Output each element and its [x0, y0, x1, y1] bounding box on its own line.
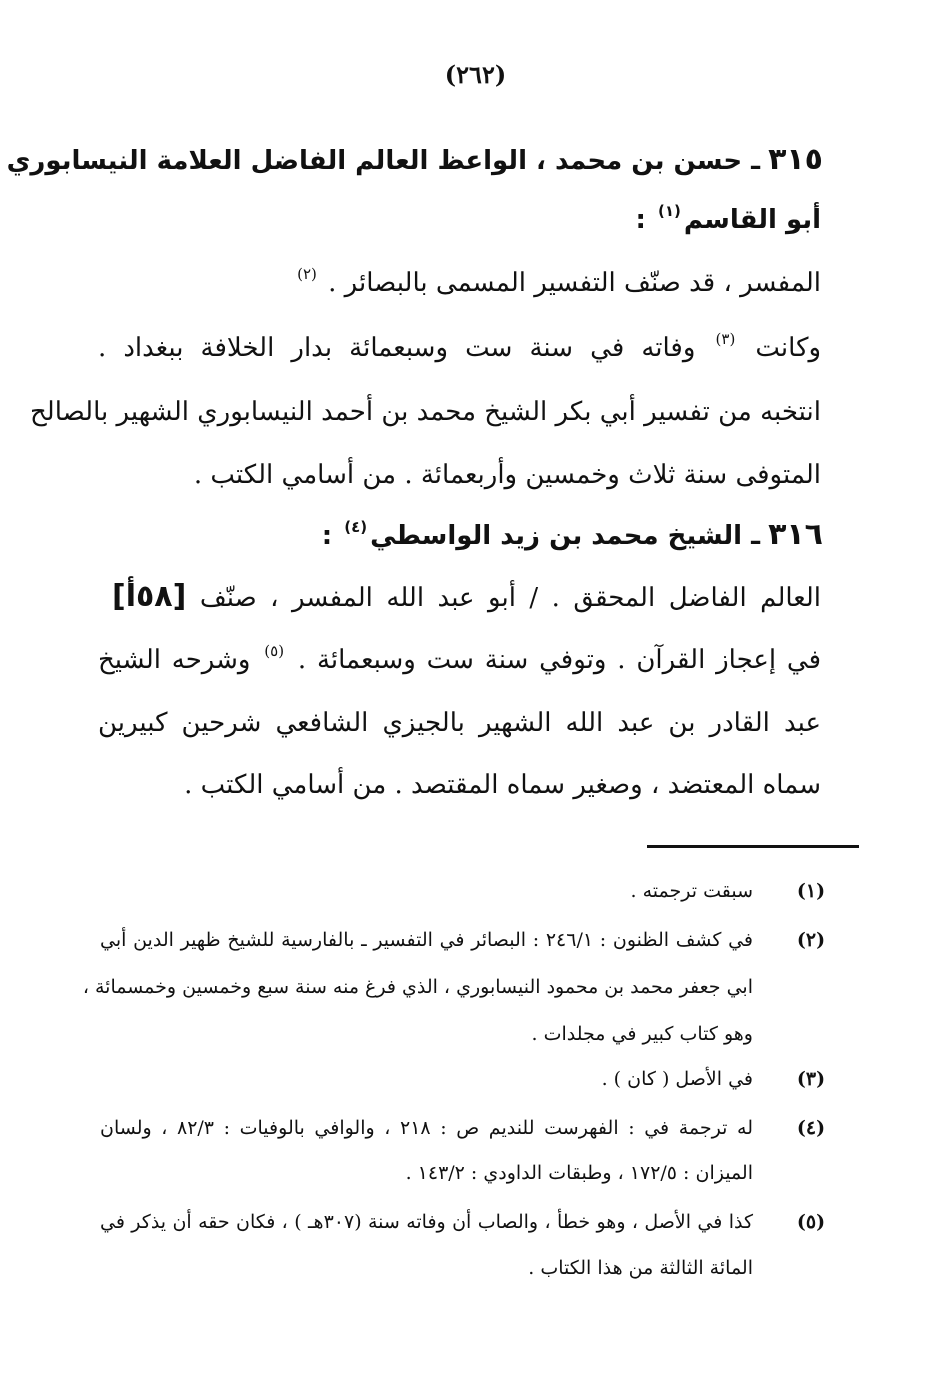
- footnote-2: [100, 925, 831, 955]
- folio-marker: [٥٨أ]: [112, 579, 187, 614]
- footnote-ref: (٥): [264, 642, 285, 660]
- heading-colon: :: [635, 205, 646, 235]
- entry-dash: ـ: [751, 146, 761, 176]
- entry-315-heading: [6, 140, 823, 181]
- footnote-text: كذا في الأصل ، وهو خطأ ، والصاب أن وفاته سنة (٣٠٧هـ ) ، فكان حقه أن يذكر في: [100, 1211, 753, 1233]
- footnote-number: (٥): [796, 1211, 826, 1233]
- entry-number: ٣١٥: [768, 142, 823, 177]
- footnote-1: [100, 876, 831, 906]
- footnote-number: (٣): [796, 1068, 826, 1090]
- footnote-ref: (٢): [297, 265, 317, 283]
- entry-316-line-1: [112, 577, 821, 618]
- entry-316-line-4: سماه المعتضد ، وصغير سماه المقتصد . من أسامي الكتب .: [184, 770, 821, 800]
- entry-316-line-2: [98, 640, 821, 680]
- footnote-text: في الأصل ( كان ) .: [601, 1068, 753, 1090]
- entry-dash: ـ: [751, 521, 761, 551]
- footnote-text: له ترجمة في : الفهرست للنديم ص : ٢١٨ ، والوافي بالوفيات : ٨٢/٣ ، ولسان: [100, 1117, 753, 1139]
- footnote-4: [100, 1113, 831, 1143]
- body-text: وكانت: [755, 333, 822, 363]
- footnote-ref: (٣): [715, 330, 736, 348]
- entry-315-line-1: [98, 263, 821, 303]
- footnote-4-line-2: الميزان : ١٧٢/٥ ، وطبقات الداودي : ١٤٣/٢ .: [405, 1162, 753, 1184]
- entry-316-heading: [98, 515, 823, 556]
- entry-315-line-4: المتوفى سنة ثلاث وخمسين وأربعمائة . من أسامي الكتب .: [193, 460, 821, 490]
- body-text: وشرحه الشيخ: [98, 645, 251, 675]
- body-text: المفسر ، قد صنّف التفسير المسمى بالبصائر .: [328, 268, 821, 298]
- entry-title: حسن بن محمد ، الواعظ العالم الفاضل العلامة النيسابوري: [6, 146, 743, 176]
- footnote-number: (٤): [796, 1117, 826, 1139]
- entry-315-heading-cont: [98, 200, 821, 240]
- body-text: في إعجاز القرآن . وتوفي سنة ست وسبعمائة .: [297, 645, 822, 675]
- footnote-text: سبقت ترجمته .: [630, 880, 753, 902]
- body-text: وفاته في سنة ست وسبعمائة بدار الخلافة ببغداد .: [98, 333, 696, 363]
- footnote-ref: (٤): [344, 518, 368, 536]
- footnote-5: [100, 1207, 831, 1237]
- footnote-ref: (١): [657, 202, 681, 220]
- body-text: العالم الفاضل المحقق . / أبو عبد الله المفسر ، صنّف: [199, 583, 821, 613]
- entry-315-line-3: انتخبه من تفسير أبي بكر الشيخ محمد بن أحمد النيسابوري الشهير بالصالح: [29, 397, 821, 427]
- footnote-separator: [647, 845, 859, 848]
- heading-colon: :: [321, 521, 333, 551]
- footnote-number: (١): [796, 880, 826, 902]
- entry-316-line-3: عبد القادر بن عبد الله الشهير بالجيزي الشافعي شرحين كبيرين: [98, 708, 821, 738]
- footnote-3: [100, 1064, 831, 1094]
- page-number: (٢٦٢): [444, 60, 507, 89]
- entry-title-cont: أبو القاسم: [683, 205, 821, 235]
- footnote-text: في كشف الظنون : ٢٤٦/١ : البصائر في التفسير ـ بالفارسية للشيخ ظهير الدين أبي: [100, 929, 753, 951]
- footnote-number: (٢): [796, 929, 826, 951]
- footnote-2-line-2: ابي جعفر محمد بن محمود النيسابوري ، الذي فرغ منه سنة سبع وخمسين وخمسمائة ،: [82, 976, 753, 998]
- entry-number: ٣١٦: [768, 517, 823, 552]
- footnote-5-line-2: المائة الثالثة من هذا الكتاب .: [528, 1257, 753, 1279]
- footnote-2-line-3: وهو كتاب كبير في مجلدات .: [531, 1023, 753, 1045]
- entry-315-line-2: [98, 328, 821, 368]
- entry-title: الشيخ محمد بن زيد الواسطي: [370, 521, 743, 551]
